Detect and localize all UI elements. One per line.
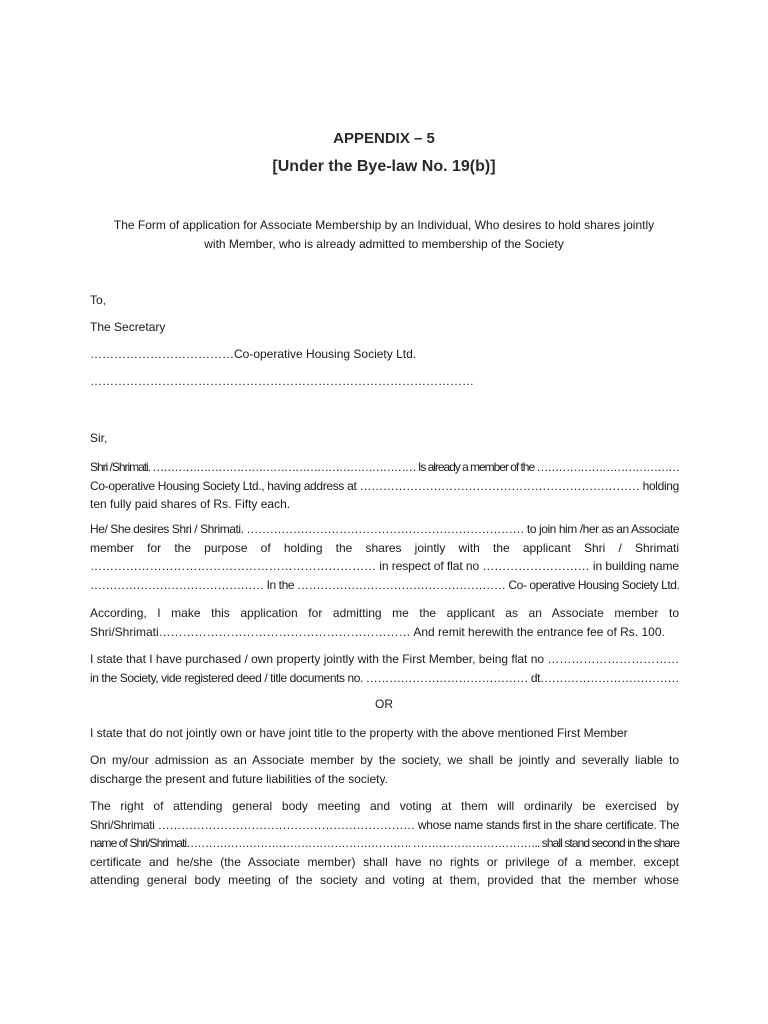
paragraph-line: ……………………………………… In the ……………………………………………… Co- operative Housing Society Ltd. (90, 577, 680, 592)
paragraph-line: He/ She desires Shri / Shrimati. ……………………………………………………………… to join him /her as an Associate (90, 522, 680, 536)
paragraph-associate-request (90, 520, 679, 594)
paragraph-line: in the Society, vide registered deed / title documents no. …………………………………… dt……………………………… (90, 670, 679, 685)
address-secretary: The Secretary (90, 320, 166, 334)
paragraph-liability (90, 751, 679, 788)
paragraph-voting-rights (90, 797, 679, 890)
paragraph-line: The right of attending general body meeting and voting at them will ordinarily be exercised by (90, 799, 679, 813)
paragraph-line: discharge the present and future liabilities of the society. (90, 771, 388, 786)
paragraph-application (90, 604, 679, 641)
appendix-title: APPENDIX – 5 (333, 130, 435, 147)
paragraph-line: I state that do not jointly own or have joint title to the property with the above mentioned First Member (90, 726, 628, 740)
paragraph-property-owned (90, 650, 679, 687)
paragraph-line: member for the purpose of holding the shares jointly with the applicant Shri / Shrimati (90, 540, 679, 555)
or-separator: OR (375, 697, 393, 711)
paragraph-line: certificate and he/she (the Associate member) shall have no rights or privilege of a member. except (90, 854, 679, 869)
address-society-name: ………………………………Co-operative Housing Society Ltd. (90, 347, 417, 361)
address-blank-line: …………………………………………………………………………………… (90, 374, 474, 388)
form-description-line: with Member, who is already admitted to membership of the Society (204, 237, 564, 251)
bye-law-subtitle: [Under the Bye-law No. 19(b)] (272, 158, 496, 175)
paragraph-line: ……………………………………………………………… in respect of flat no ……………………… in building name (90, 559, 679, 573)
paragraph-line: Shri /Shrimati. ……………………………………………………………… Is already a member of the ………………………………… (90, 460, 680, 474)
paragraph-line: Shri/Shrimati ………………………………………………………… whose name stands first in the share certificate. The (90, 817, 679, 832)
paragraph-line: According, I make this application for admitting me the applicant as an Associate member to (90, 606, 679, 620)
paragraph-line: Co-operative Housing Society Ltd., having address at ……………………………………………………………… holding (90, 478, 679, 493)
paragraph-line: attending general body meeting of the society and voting at them, provided that the member whose (90, 873, 679, 887)
address-to: To, (90, 293, 107, 307)
form-description-line: The Form of application for Associate Membership by an Individual, Who desires to hold shares jointly (113, 218, 655, 232)
form-description (90, 216, 678, 254)
paragraph-line: name of Shri/Shrimati……………………………………………………. …………………………….. shall stand second in the share (90, 836, 679, 850)
paragraph-line: I state that I have purchased / own property jointly with the First Member, being flat no …………………………… (90, 652, 680, 666)
paragraph-existing-member (90, 458, 679, 514)
paragraph-line: Shri/Shrimati……………………………………………………… And remit herewith the entrance fee of Rs. 100. (90, 624, 665, 639)
paragraph-no-joint-title (90, 724, 679, 743)
paragraph-line: On my/our admission as an Associate member by the society, we shall be jointly and severally liable to (90, 753, 679, 767)
salutation: Sir, (90, 431, 108, 445)
paragraph-line: ten fully paid shares of Rs. Fifty each. (90, 497, 291, 511)
